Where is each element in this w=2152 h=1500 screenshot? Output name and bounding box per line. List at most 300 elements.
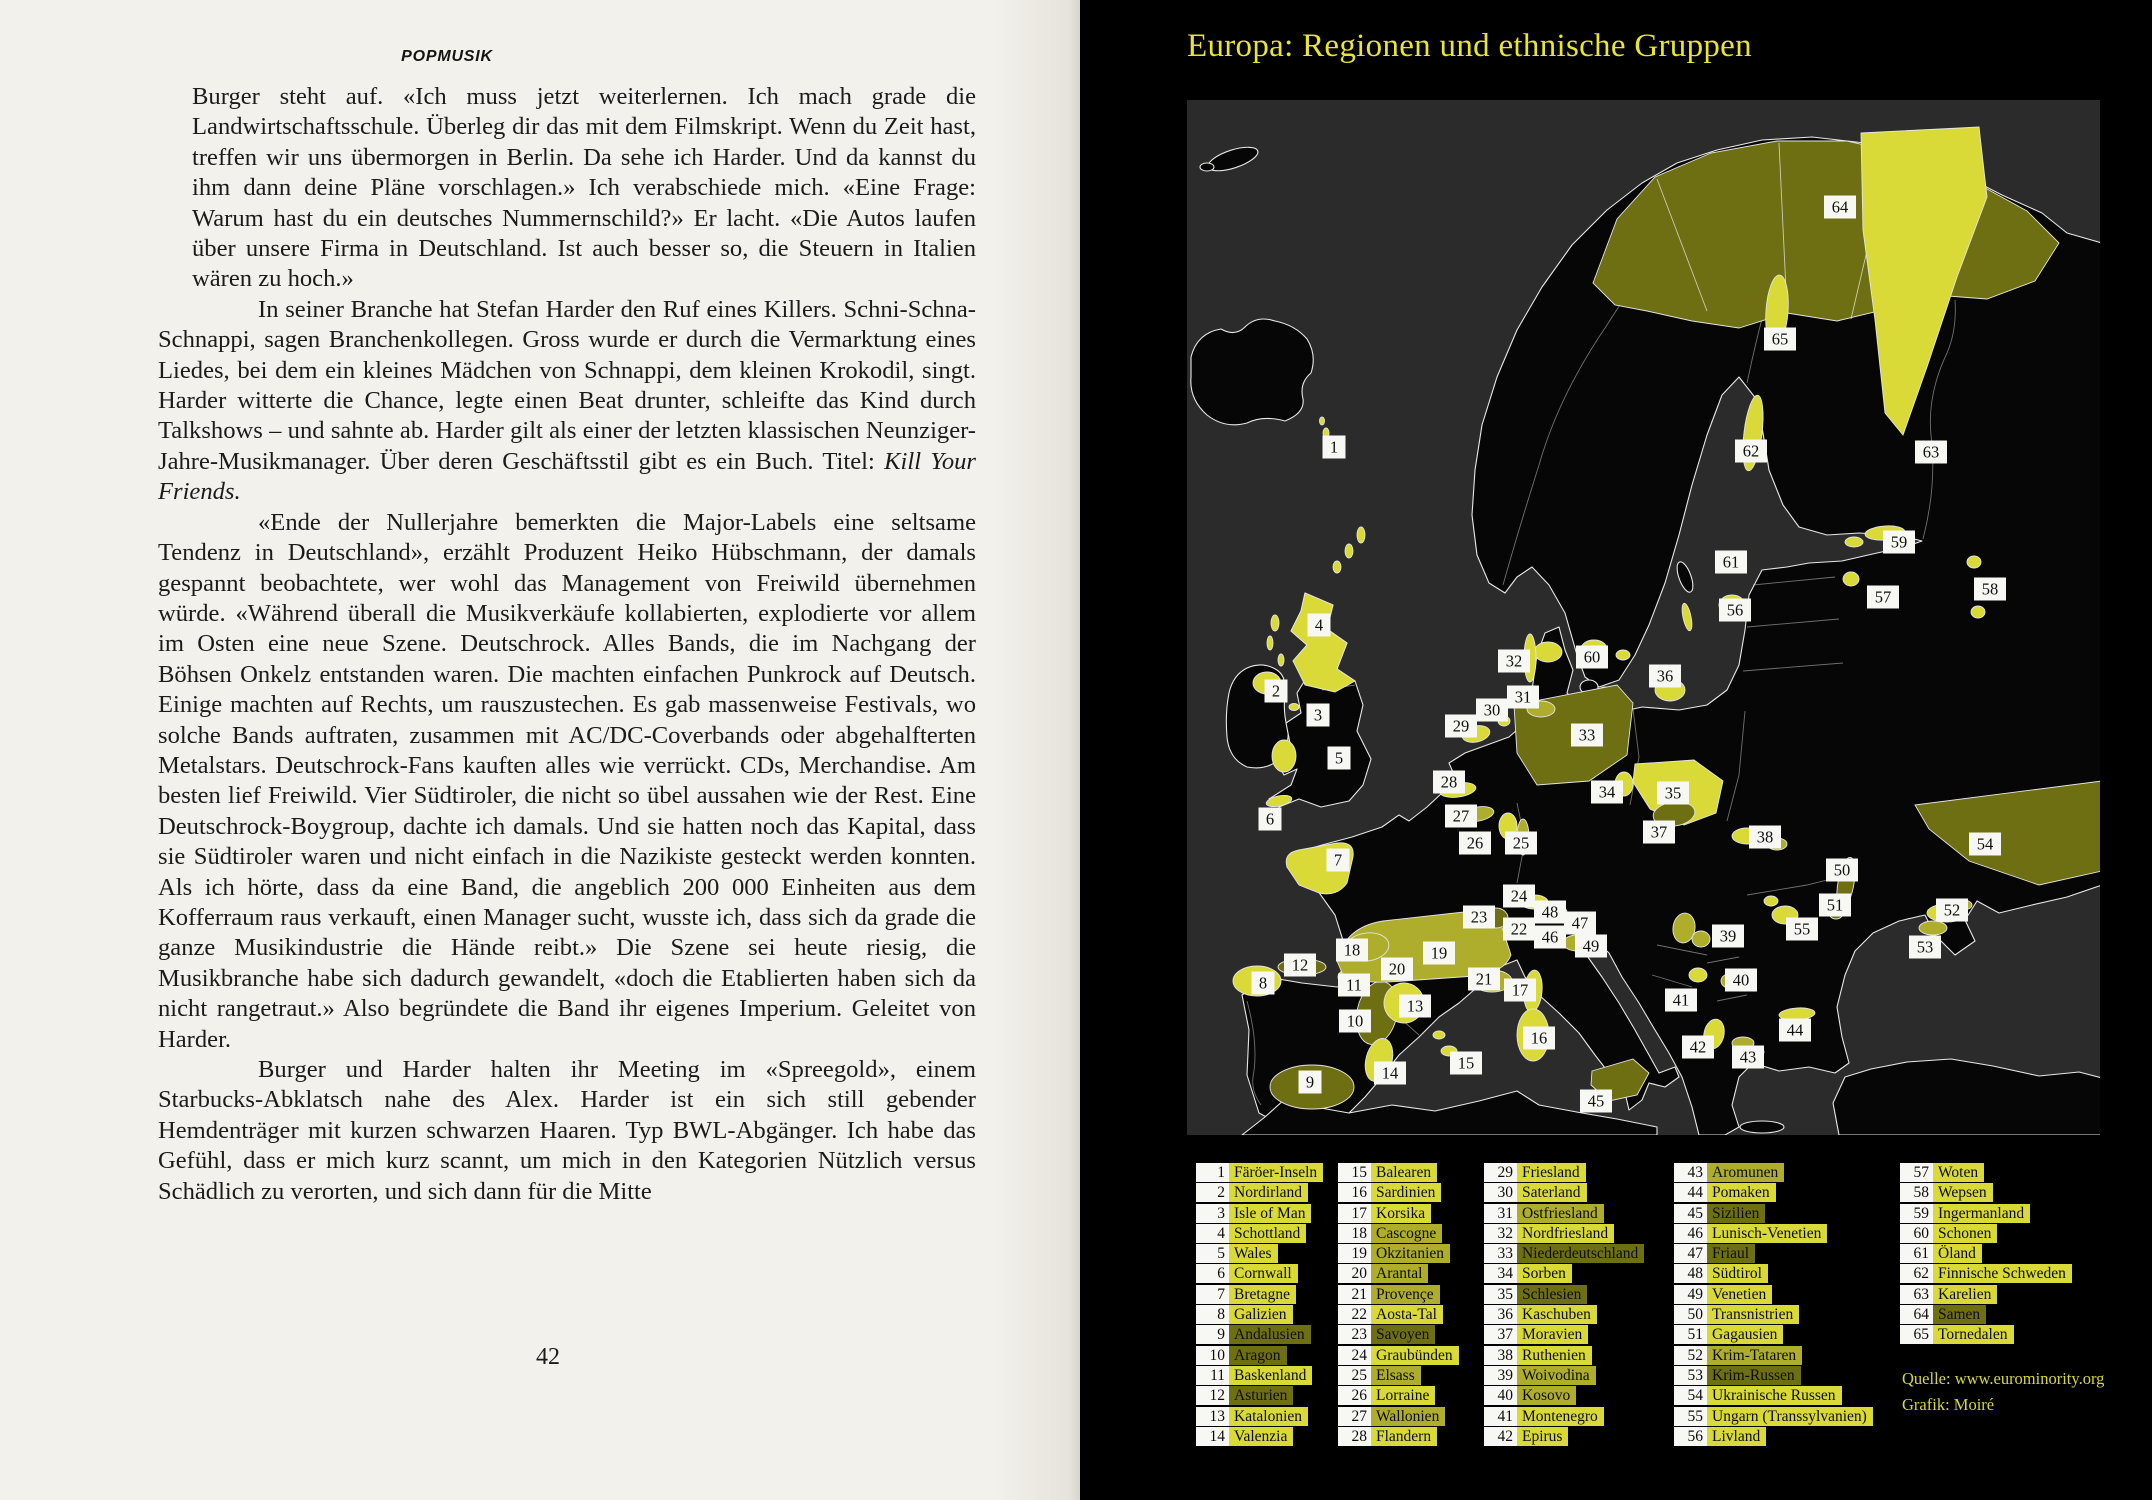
legend-entry-number: 22: [1338, 1305, 1371, 1324]
svg-text:45: 45: [1587, 1091, 1605, 1111]
legend-entry-label: Färöer-Inseln: [1229, 1163, 1323, 1182]
legend-entry-number: 16: [1338, 1183, 1371, 1202]
legend-entry: [1338, 1163, 1459, 1183]
svg-text:61: 61: [1722, 552, 1740, 572]
legend-entry-number: 2: [1196, 1183, 1229, 1202]
legend-entry-number: 10: [1196, 1346, 1229, 1365]
legend-entry: [1338, 1366, 1459, 1386]
legend-entry-label: Friaul: [1707, 1244, 1755, 1263]
legend-entry-label: Livland: [1707, 1427, 1766, 1446]
legend-entry-label: Galizien: [1229, 1305, 1293, 1324]
svg-text:53: 53: [1916, 937, 1934, 957]
map-number-chip: [1576, 646, 1608, 669]
body-paragraph-4: Burger und Harder halten ihr Meeting im «Spreegold», einem Starbucks-Abklatsch nahe des Alex. Harder ist ein sich still gebender Hemdenträger mit kurzen schwarzen Haaren. Typ BWL-Abgänger. Ich habe das Gefühl, dass er mich kurz scannt, um mich in den Kategorien Nützlich versus Schädlich zu verorten, und sich dann für die Mitte: [158, 1056, 976, 1205]
legend-entry: [1674, 1325, 1873, 1345]
svg-text:12: 12: [1291, 955, 1309, 975]
legend-entry-label: Schonen: [1933, 1224, 1997, 1243]
legend-entry-label: Ostfriesland: [1517, 1204, 1604, 1223]
europe-map: [1187, 100, 2100, 1135]
map-number-chip: [1779, 1019, 1811, 1042]
legend-entry-label: Krim-Tataren: [1707, 1346, 1802, 1365]
legend-entry-number: 61: [1900, 1244, 1933, 1263]
legend-entry-label: Aosta-Tal: [1371, 1305, 1443, 1324]
running-header: POPMUSIK: [401, 48, 493, 65]
legend-entry-number: 9: [1196, 1325, 1229, 1344]
map-number-chip: [1399, 995, 1431, 1018]
right-page: [1080, 0, 2152, 1500]
svg-text:26: 26: [1466, 833, 1484, 853]
svg-text:60: 60: [1583, 647, 1601, 667]
legend-entry-number: 39: [1484, 1366, 1517, 1385]
legend-entry: [1338, 1407, 1459, 1427]
legend-column: [1196, 1163, 1323, 1447]
legend-column: [1338, 1163, 1459, 1447]
map-number-chip: [1284, 954, 1316, 977]
source-credit: [1902, 1366, 2104, 1417]
legend-entry: [1338, 1346, 1459, 1366]
legend-entry-number: 26: [1338, 1386, 1371, 1405]
legend-entry-label: Cascogne: [1371, 1224, 1442, 1243]
legend-entry-label: Nordfriesland: [1517, 1224, 1614, 1243]
svg-text:3: 3: [1313, 705, 1323, 725]
legend-entry-number: 64: [1900, 1305, 1933, 1324]
svg-text:18: 18: [1343, 940, 1361, 960]
legend-entry: [1196, 1204, 1323, 1224]
legend-entry-label: Provençe: [1371, 1285, 1440, 1304]
legend-entry-number: 14: [1196, 1427, 1229, 1446]
legend-entry-number: 15: [1338, 1163, 1371, 1182]
paragraph-text: In seiner Branche hat Stefan Harder den Ruf eines Killers. Schni-Schna-Schnappi, sagen Branchenkollegen. Gross wurde er durch die Vermarktung eines Liedes, bei dem ein kleines Mädchen von Schnappi, dem kleinen Krokodil, singt. Harder witterte die Chance, legte einen Beat drunter, schleifte das Kind durch Talkshows – und sahnte ab. Harder gilt als einer der letzten klassischen Neunziger-Jahre-Musikmanager. Über deren Geschäftsstil gibt es ein Buch. Titel:: [158, 295, 976, 475]
map-number-chip: [1883, 531, 1915, 554]
legend-entry-label: Venetien: [1707, 1285, 1772, 1304]
iceland: [1191, 319, 1313, 425]
legend-entry-label: Wallonien: [1371, 1407, 1445, 1426]
body-paragraph-2: [158, 295, 976, 508]
legend-entry-label: Bretagne: [1229, 1285, 1296, 1304]
map-number-chip: [1936, 899, 1968, 922]
svg-text:10: 10: [1346, 1011, 1364, 1031]
svg-text:51: 51: [1826, 895, 1844, 915]
legend-entry: [1196, 1325, 1323, 1345]
legend-entry-label: Arantal: [1371, 1264, 1428, 1283]
legend-entry-number: 40: [1484, 1386, 1517, 1405]
svg-text:32: 32: [1505, 651, 1523, 671]
map-number-chip: [1974, 578, 2006, 601]
legend-entry-number: 19: [1338, 1244, 1371, 1263]
legend-entry: [1674, 1366, 1873, 1386]
legend-entry-number: 23: [1338, 1325, 1371, 1344]
legend-entry: [1196, 1346, 1323, 1366]
map-number-chip: [1504, 979, 1536, 1002]
legend-entry: [1900, 1224, 2072, 1244]
legend-entry: [1196, 1427, 1323, 1447]
legend-entry: [1900, 1244, 2072, 1264]
svg-text:7: 7: [1333, 850, 1343, 870]
legend-entry-label: Südtirol: [1707, 1264, 1768, 1283]
svg-text:44: 44: [1786, 1020, 1804, 1040]
legend-entry-label: Lorraine: [1371, 1386, 1435, 1405]
svg-text:38: 38: [1756, 827, 1774, 847]
legend-entry-number: 7: [1196, 1285, 1229, 1304]
legend-entry-label: Ukrainische Russen: [1707, 1386, 1842, 1405]
svg-text:50: 50: [1833, 860, 1851, 880]
map-number-chip: [1819, 894, 1851, 917]
svg-text:64: 64: [1831, 197, 1849, 217]
map-number-chip: [1786, 918, 1818, 941]
legend-entry-number: 56: [1674, 1427, 1707, 1446]
legend-entry: [1674, 1285, 1873, 1305]
svg-text:40: 40: [1732, 970, 1750, 990]
legend-entry: [1674, 1427, 1873, 1447]
map-number-chip: [1336, 939, 1368, 962]
legend-entry: [1196, 1224, 1323, 1244]
svg-text:58: 58: [1981, 579, 1999, 599]
legend-entry-number: 13: [1196, 1407, 1229, 1426]
map-number-chip: [1682, 1036, 1714, 1059]
legend-entry: [1484, 1305, 1644, 1325]
svg-text:5: 5: [1334, 748, 1344, 768]
legend-entry: [1900, 1183, 2072, 1203]
legend-entry-label: Pomaken: [1707, 1183, 1776, 1202]
legend-entry-number: 11: [1196, 1366, 1229, 1385]
legend-entry-number: 34: [1484, 1264, 1517, 1283]
map-number-chip: [1265, 680, 1288, 703]
map-number-chip: [1575, 935, 1607, 958]
legend-entry-number: 32: [1484, 1224, 1517, 1243]
legend-entry: [1196, 1264, 1323, 1284]
svg-text:19: 19: [1430, 943, 1448, 963]
legend-entry-label: Moravien: [1517, 1325, 1588, 1344]
map-number-chip: [1732, 1046, 1764, 1069]
legend-entry-label: Wepsen: [1933, 1183, 1993, 1202]
map-number-chip: [1308, 614, 1331, 637]
legend-entry-number: 31: [1484, 1204, 1517, 1223]
map-number-chip: [1712, 925, 1744, 948]
svg-text:28: 28: [1440, 772, 1458, 792]
svg-text:4: 4: [1314, 615, 1324, 635]
svg-text:2: 2: [1271, 681, 1281, 701]
legend-column: [1900, 1163, 2072, 1346]
legend-entry-label: Aragon: [1229, 1346, 1287, 1365]
legend-entry: [1196, 1285, 1323, 1305]
legend-entry: [1196, 1244, 1323, 1264]
legend-entry-label: Epirus: [1517, 1427, 1568, 1446]
legend-entry-number: 4: [1196, 1224, 1229, 1243]
legend-entry-label: Tornedalen: [1933, 1325, 2014, 1344]
legend-column: [1484, 1163, 1644, 1447]
svg-text:49: 49: [1582, 936, 1600, 956]
legend-entry: [1338, 1224, 1459, 1244]
svg-text:65: 65: [1771, 329, 1789, 349]
map-title: Europa: Regionen und ethnische Gruppen: [1187, 28, 1752, 64]
map-number-chip: [1327, 849, 1350, 872]
legend-entry-number: 46: [1674, 1224, 1707, 1243]
map-number-chip: [1503, 918, 1535, 941]
legend-entry-label: Finnische Schweden: [1933, 1264, 2072, 1283]
legend-entry: [1674, 1224, 1873, 1244]
legend-entry: [1900, 1305, 2072, 1325]
map-number-chip: [1252, 972, 1275, 995]
map-number-chip: [1571, 724, 1603, 747]
legend-entry-label: Balearen: [1371, 1163, 1437, 1182]
legend-entry-number: 5: [1196, 1244, 1229, 1263]
legend-entry: [1484, 1366, 1644, 1386]
legend-entry: [1484, 1325, 1644, 1345]
svg-text:21: 21: [1475, 969, 1493, 989]
legend-entry: [1484, 1264, 1644, 1284]
legend-entry-label: Wales: [1229, 1244, 1278, 1263]
map-number-chip: [1381, 958, 1413, 981]
svg-text:63: 63: [1922, 442, 1940, 462]
legend-entry-label: Woivodina: [1517, 1366, 1596, 1385]
source-line: Quelle: www.eurominority.org: [1902, 1369, 2105, 1388]
map-number-chip: [1969, 833, 2001, 856]
svg-text:54: 54: [1976, 834, 1994, 854]
legend-entry-number: 12: [1196, 1386, 1229, 1405]
legend-entry-label: Niederdeutschland: [1517, 1244, 1644, 1263]
legend-entry: [1484, 1163, 1644, 1183]
svg-text:39: 39: [1719, 926, 1737, 946]
legend-entry-number: 53: [1674, 1366, 1707, 1385]
map-number-chip: [1725, 969, 1757, 992]
map-number-chip: [1564, 912, 1596, 935]
map-number-chip: [1299, 1071, 1322, 1094]
map-number-chip: [1503, 885, 1535, 908]
map-number-chip: [1719, 599, 1751, 622]
svg-text:13: 13: [1406, 996, 1424, 1016]
legend-entry-number: 6: [1196, 1264, 1229, 1283]
legend-entry-label: Lunisch-Venetien: [1707, 1224, 1827, 1243]
legend-entry-number: 42: [1484, 1427, 1517, 1446]
svg-text:14: 14: [1381, 1063, 1399, 1083]
legend-entry-label: Ingermanland: [1933, 1204, 2030, 1223]
legend-entry-label: Aromunen: [1707, 1163, 1784, 1182]
legend-entry-number: 41: [1484, 1407, 1517, 1426]
map-number-chip: [1915, 441, 1947, 464]
legend-entry-label: Kaschuben: [1517, 1305, 1597, 1324]
legend-entry-number: 65: [1900, 1325, 1933, 1344]
svg-text:30: 30: [1483, 700, 1501, 720]
legend-entry: [1900, 1204, 2072, 1224]
map-number-chip: [1580, 1090, 1612, 1113]
map-number-chip: [1749, 826, 1781, 849]
legend-entry-number: 62: [1900, 1264, 1933, 1283]
legend-entry: [1484, 1183, 1644, 1203]
legend-entry: [1674, 1204, 1873, 1224]
map-number-chip: [1643, 821, 1675, 844]
legend-entry: [1674, 1407, 1873, 1427]
map-number-chip: [1374, 1062, 1406, 1085]
book-title-italic: Kill Your Friends.: [158, 447, 976, 506]
legend-entry-label: Flandern: [1371, 1427, 1437, 1446]
legend-entry: [1338, 1244, 1459, 1264]
map-number-chip: [1445, 805, 1477, 828]
legend-entry-number: 44: [1674, 1183, 1707, 1202]
legend-entry-label: Karelien: [1933, 1285, 1997, 1304]
legend-entry-number: 59: [1900, 1204, 1933, 1223]
legend-entry: [1196, 1366, 1323, 1386]
svg-text:36: 36: [1656, 666, 1674, 686]
map-number-chip: [1649, 665, 1681, 688]
legend-entry: [1674, 1386, 1873, 1406]
crete: [1740, 1121, 1784, 1133]
svg-text:9: 9: [1305, 1072, 1315, 1092]
svg-text:29: 29: [1452, 716, 1470, 736]
legend-entry-label: Saterland: [1517, 1183, 1587, 1202]
legend-entry: [1484, 1386, 1644, 1406]
map-number-chip: [1867, 586, 1899, 609]
legend-entry-number: 18: [1338, 1224, 1371, 1243]
svg-text:56: 56: [1726, 600, 1744, 620]
svg-text:34: 34: [1598, 782, 1616, 802]
graphic-credit-line: Grafik: Moiré: [1902, 1394, 1995, 1414]
legend-entry: [1484, 1244, 1644, 1264]
legend-entry-label: Baskenland: [1229, 1366, 1312, 1385]
map-number-chip: [1445, 715, 1477, 738]
legend-entry-label: Gagausien: [1707, 1325, 1783, 1344]
legend-entry-label: Valenzia: [1229, 1427, 1293, 1446]
map-number-chip: [1735, 440, 1767, 463]
legend-entry-label: Elsass: [1371, 1366, 1421, 1385]
svg-text:20: 20: [1388, 959, 1406, 979]
legend-entry-label: Krim-Russen: [1707, 1366, 1801, 1385]
svg-text:17: 17: [1511, 980, 1529, 1000]
legend-entry-number: 48: [1674, 1264, 1707, 1283]
legend-entry: [1338, 1204, 1459, 1224]
map-number-chip: [1657, 782, 1689, 805]
legend-entry: [1338, 1386, 1459, 1406]
legend-entry: [1900, 1325, 2072, 1345]
legend-entry-label: Montenegro: [1517, 1407, 1604, 1426]
legend-entry: [1900, 1163, 2072, 1183]
legend-entry-number: 24: [1338, 1346, 1371, 1365]
legend-entry-label: Kosovo: [1517, 1386, 1576, 1405]
legend-entry-number: 58: [1900, 1183, 1933, 1202]
map-number-chip: [1534, 901, 1566, 924]
legend-entry: [1674, 1264, 1873, 1284]
page-number: 42: [536, 1344, 560, 1370]
legend-entry: [1674, 1183, 1873, 1203]
svg-text:8: 8: [1258, 973, 1268, 993]
svg-text:16: 16: [1530, 1028, 1548, 1048]
europe-map-svg: [1187, 100, 2100, 1135]
legend-entry-label: Sardinien: [1371, 1183, 1441, 1202]
svg-text:62: 62: [1742, 441, 1760, 461]
legend-entry-label: Transnistrien: [1707, 1305, 1799, 1324]
map-number-chip: [1909, 936, 1941, 959]
legend-entry: [1900, 1285, 2072, 1305]
map-number-chip: [1328, 747, 1351, 770]
legend-entry-number: 27: [1338, 1407, 1371, 1426]
legend-entry-number: 55: [1674, 1407, 1707, 1426]
map-number-chip: [1591, 781, 1623, 804]
legend-entry-number: 47: [1674, 1244, 1707, 1263]
legend-entry: [1484, 1407, 1644, 1427]
body-paragraph-1: Burger steht auf. «Ich muss jetzt weiterlernen. Ich mach grade die Landwirtschaftsschule. Überleg dir das mit dem Filmskript. Wenn du Zeit hast, treffen wir uns übermorgen in Berlin. Da sehe ich Harder. Und da kannst du ihm dann deine Pläne vorschlagen.» Ich verabschiede mich. «Eine Frage: Warum hast du ein deutsches Nummernschild?» Er lacht. «Die Autos laufen über unsere Firma in Deutschland. Ist auch besser so, die Steuern in Italien wären zu hoch.»: [192, 83, 976, 293]
legend-entry-label: Andalusien: [1229, 1325, 1311, 1344]
legend-entry-label: Samen: [1933, 1305, 1986, 1324]
legend-entry-number: 57: [1900, 1163, 1933, 1182]
svg-text:15: 15: [1457, 1053, 1475, 1073]
legend-entry: [1196, 1386, 1323, 1406]
map-number-chip: [1824, 196, 1856, 219]
legend-entry: [1338, 1305, 1459, 1325]
svg-text:31: 31: [1514, 687, 1532, 707]
svg-text:1: 1: [1329, 437, 1339, 457]
legend-entry-number: 63: [1900, 1285, 1933, 1304]
legend-entry-number: 1: [1196, 1163, 1229, 1182]
legend-entry: [1338, 1285, 1459, 1305]
map-number-chip: [1523, 1027, 1555, 1050]
svg-text:57: 57: [1874, 587, 1892, 607]
article-text: [158, 82, 976, 1207]
legend-entry: [1196, 1305, 1323, 1325]
svg-text:25: 25: [1512, 833, 1530, 853]
map-number-chip: [1459, 832, 1491, 855]
legend-entry-number: 28: [1338, 1427, 1371, 1446]
map-number-chip: [1826, 859, 1858, 882]
legend-entry-number: 49: [1674, 1285, 1707, 1304]
map-number-chip: [1764, 328, 1796, 351]
legend-entry-number: 38: [1484, 1346, 1517, 1365]
legend-entry-label: Ungarn (Transsylvanien): [1707, 1407, 1873, 1426]
legend-entry-label: Graubünden: [1371, 1346, 1459, 1365]
legend-entry-label: Okzitanien: [1371, 1244, 1450, 1263]
legend-entry-number: 60: [1900, 1224, 1933, 1243]
legend-entry: [1484, 1204, 1644, 1224]
svg-text:46: 46: [1541, 927, 1559, 947]
legend-entry-number: 36: [1484, 1305, 1517, 1324]
legend-entry: [1674, 1163, 1873, 1183]
svg-text:23: 23: [1470, 907, 1488, 927]
legend-entry-number: 35: [1484, 1285, 1517, 1304]
svg-text:41: 41: [1672, 990, 1690, 1010]
legend-entry: [1196, 1407, 1323, 1427]
legend-entry-label: Ruthenien: [1517, 1346, 1592, 1365]
legend-entry-label: Sorben: [1517, 1264, 1572, 1283]
map-number-chip: [1505, 832, 1537, 855]
legend-entry-number: 50: [1674, 1305, 1707, 1324]
svg-text:27: 27: [1452, 806, 1470, 826]
legend-entry-number: 21: [1338, 1285, 1371, 1304]
legend-entry: [1338, 1183, 1459, 1203]
svg-text:37: 37: [1650, 822, 1668, 842]
legend-entry: [1484, 1285, 1644, 1305]
legend-entry-label: Schottland: [1229, 1224, 1306, 1243]
legend-entry-number: 8: [1196, 1305, 1229, 1324]
legend-entry-label: Friesland: [1517, 1163, 1586, 1182]
legend-entry-label: Cornwall: [1229, 1264, 1298, 1283]
legend-entry-label: Asturien: [1229, 1386, 1293, 1405]
legend-entry: [1484, 1346, 1644, 1366]
legend-entry-number: 51: [1674, 1325, 1707, 1344]
svg-text:6: 6: [1265, 809, 1275, 829]
svg-text:24: 24: [1510, 886, 1528, 906]
legend-entry-number: 30: [1484, 1183, 1517, 1202]
svg-text:33: 33: [1578, 725, 1596, 745]
svg-text:22: 22: [1510, 919, 1528, 939]
legend-entry-number: 37: [1484, 1325, 1517, 1344]
svg-text:47: 47: [1571, 913, 1589, 933]
map-number-chip: [1468, 968, 1500, 991]
svg-text:52: 52: [1943, 900, 1961, 920]
legend-entry: [1338, 1427, 1459, 1447]
legend-entry: [1484, 1427, 1644, 1447]
legend-entry-number: 52: [1674, 1346, 1707, 1365]
map-number-chip: [1463, 906, 1495, 929]
legend-entry: [1196, 1183, 1323, 1203]
legend-entry-number: 25: [1338, 1366, 1371, 1385]
